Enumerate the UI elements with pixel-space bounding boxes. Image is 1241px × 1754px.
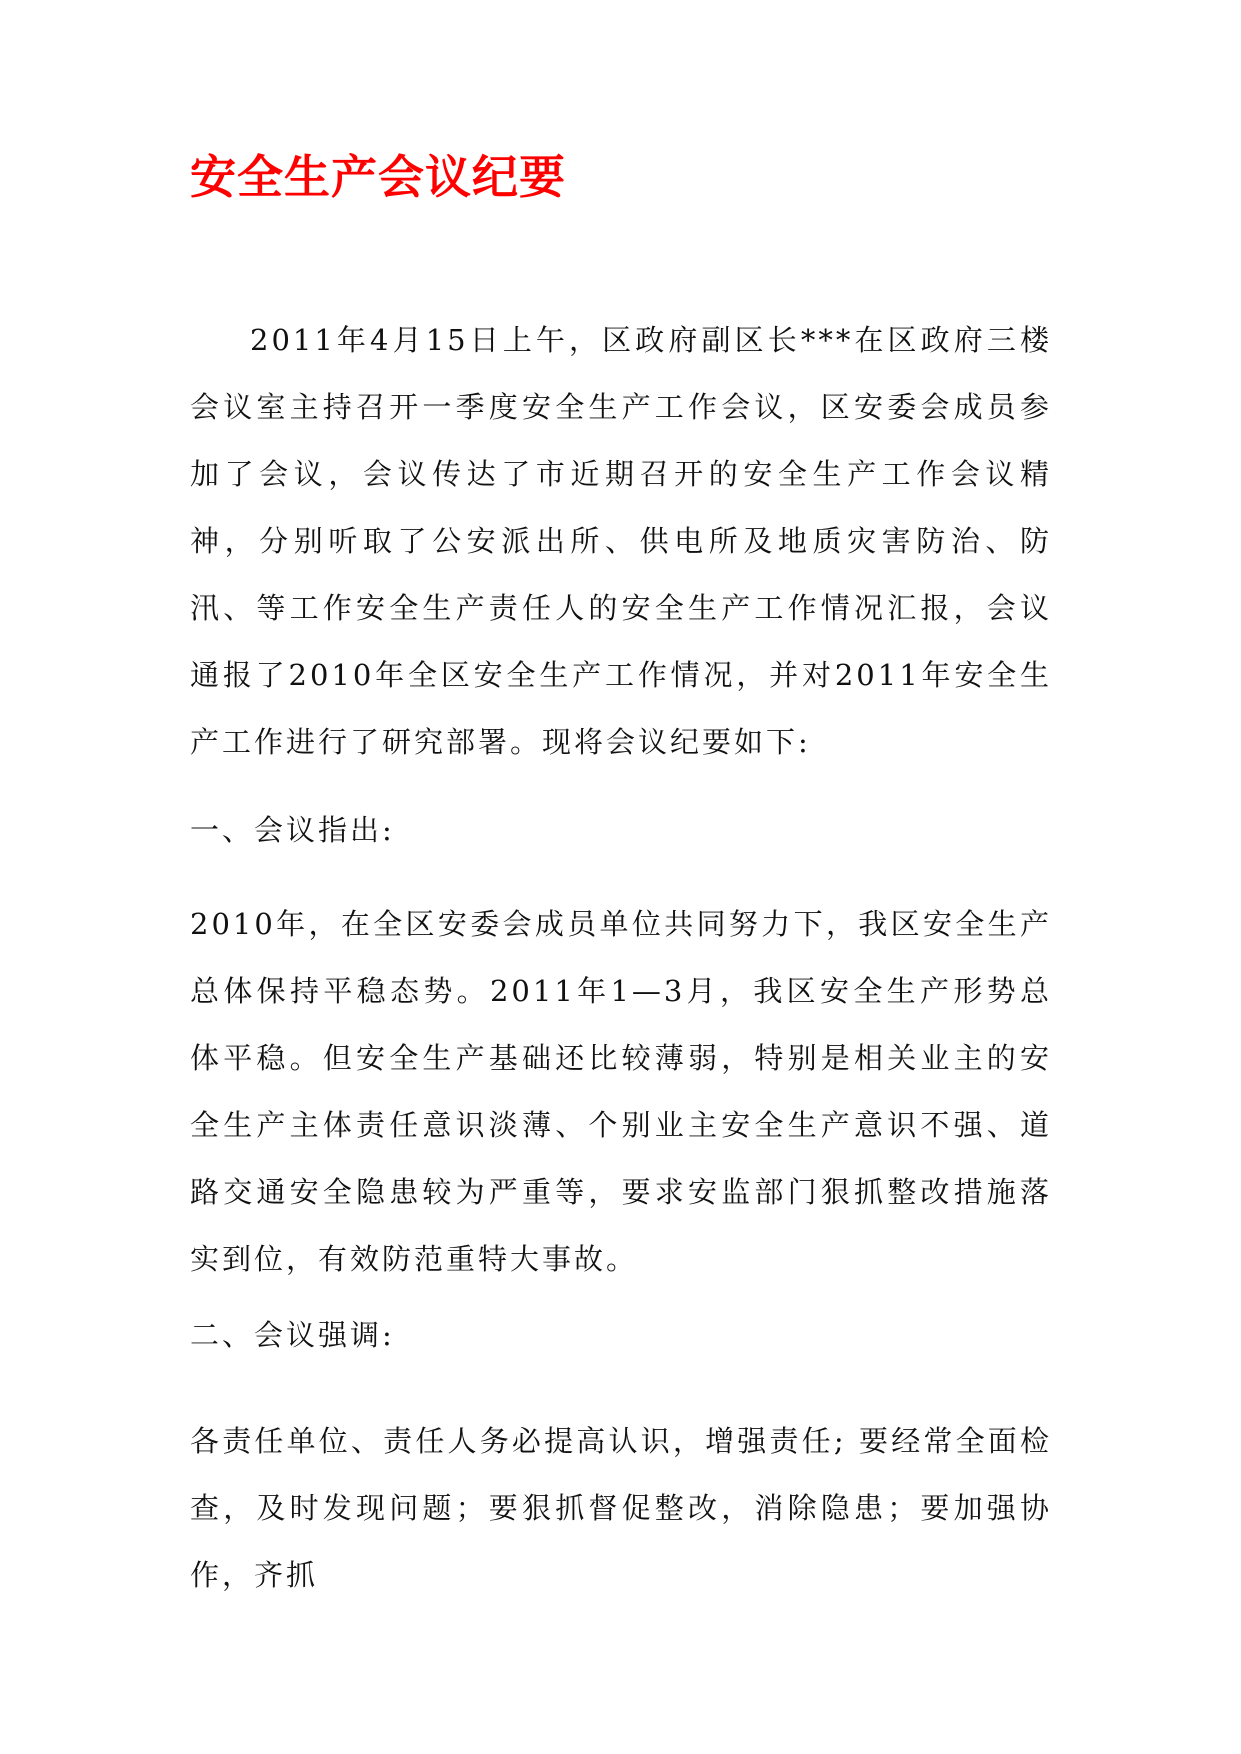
section1-paragraph: 2010年，在全区安委会成员单位共同努力下，我区安全生产总体保持平稳态势。2011年1—3月，我区安全生产形势总体平稳。但安全生产基础还比较薄弱，特别是相关业主的安全生产主体责任意识淡薄、个别业主安全生产意识不强、道路交通安全隐患较为严重等，要求安监部门狠抓整改措施落实到位，有效防范重特大事故。: [190, 907, 1052, 1276]
section1-heading: 一、会议指出:: [190, 813, 395, 847]
section2-heading: 二、会议强调:: [190, 1318, 395, 1352]
intro-paragraph: 2011年4月15日上午，区政府副区长***在区政府三楼会议室主持召开一季度安全生产工作会议，区安委会成员参加了会议，会议传达了市近期召开的安全生产工作会议精神，分别听取了公安派出所、供电所及地质灾害防治、防汛、等工作安全生产责任人的安全生产工作情况汇报，会议通报了2010年全区安全生产工作情况，并对2011年安全生产工作进行了研究部署。现将会议纪要如下:: [190, 323, 1052, 759]
document-title: 安全生产会议纪要: [190, 150, 566, 204]
section2-paragraph: 各责任单位、责任人务必提高认识，增强责任; 要经常全面检查，及时发现问题；要狠抓督促整改，消除隐患；要加强协作，齐抓: [190, 1424, 1052, 1592]
